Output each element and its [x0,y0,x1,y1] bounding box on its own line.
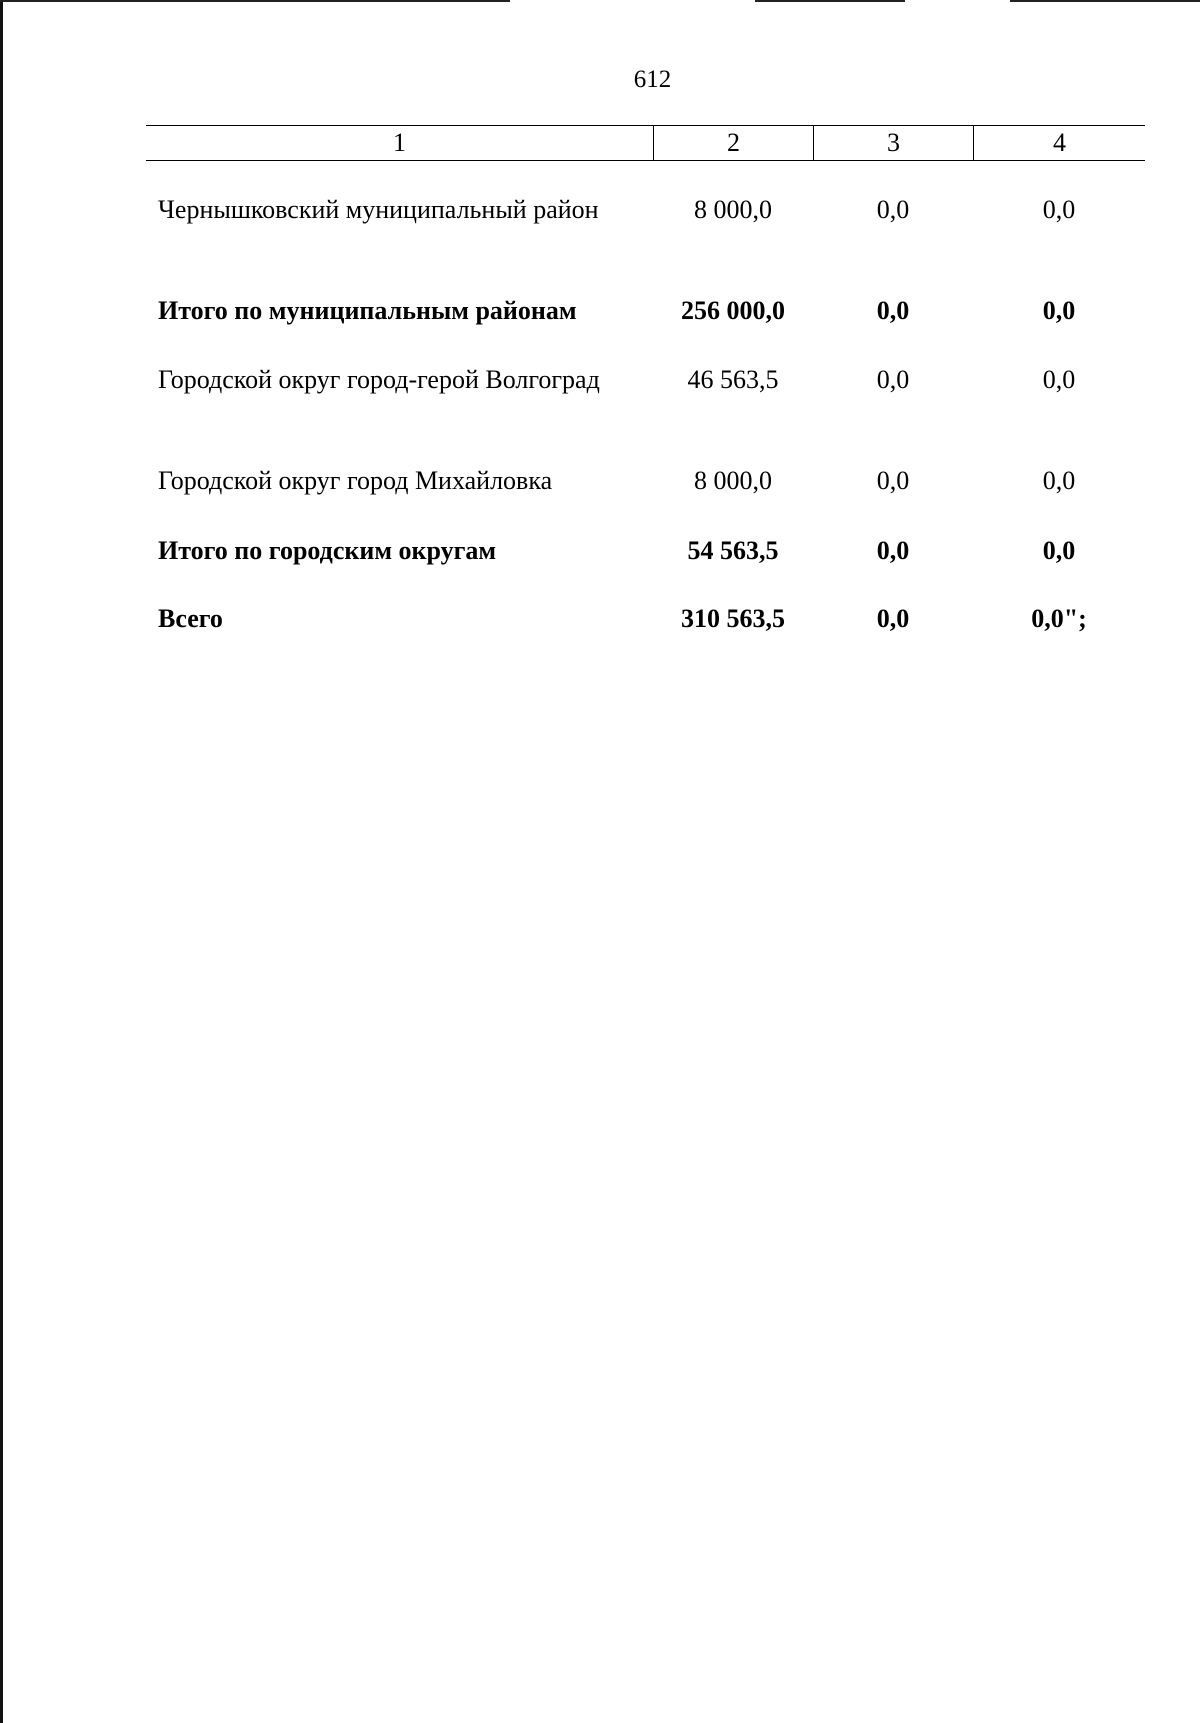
row-value-col4: 0,0"; [1031,604,1087,633]
scan-edge-top [755,0,905,2]
scan-edge-left [0,0,3,1723]
column-header-3: 3 [813,126,973,160]
row-value-col2: 54 563,5 [687,536,779,565]
column-header-2: 2 [653,126,813,160]
row-value-col4: 0,0 [1042,296,1076,325]
row-value-col4: 0,0 [1042,195,1076,224]
row-name: Городской округ город Михайловка [158,466,553,495]
row-name: Чернышковский муниципальный район [158,195,599,224]
row-value-col2: 8 000,0 [694,195,772,224]
scan-edge-top [1010,0,1200,2]
row-value-col3: 0,0 [876,365,910,394]
column-header-4: 4 [973,126,1145,160]
row-name: Всего [158,604,223,633]
row-value-col2: 46 563,5 [687,365,779,394]
row-name: Итого по муниципальным районам [158,296,577,325]
row-value-col3: 0,0 [876,466,910,495]
row-value-col3: 0,0 [876,195,910,224]
column-header-1: 1 [393,128,406,157]
row-value-col4: 0,0 [1042,365,1076,394]
row-value-col3: 0,0 [876,536,910,565]
scan-edge-top [0,0,510,2]
budget-table [146,125,1145,633]
row-value-col2: 310 563,5 [681,604,785,633]
row-value-col2: 256 000,0 [681,296,785,325]
table-header-row [146,125,1145,161]
row-value-col2: 8 000,0 [694,466,772,495]
row-value-col4: 0,0 [1042,536,1076,565]
page-number: 612 [633,66,672,93]
row-value-col3: 0,0 [876,296,910,325]
row-value-col3: 0,0 [876,604,910,633]
row-name: Итого по городским округам [158,536,497,565]
row-name: Городской округ город-герой Волгоград [158,365,600,394]
row-value-col4: 0,0 [1042,466,1076,495]
